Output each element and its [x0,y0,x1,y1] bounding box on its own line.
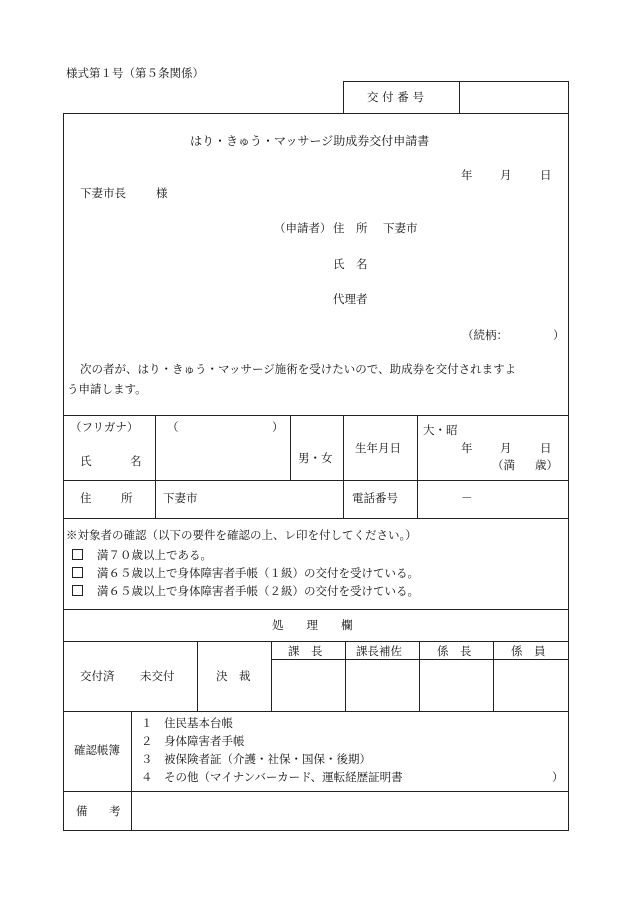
request-text-line2: う申請します。 [67,382,147,396]
divider [63,711,569,712]
issue-number-label: 交 付 番 号 [367,90,424,104]
issued-option[interactable]: 交付済 [80,669,115,683]
relation-open: （続柄： [462,328,508,342]
checkbox-icon[interactable] [72,549,83,560]
form-id: 様式第１号（第５条関係） [66,66,204,80]
address-value[interactable]: 下妻市 [163,491,198,505]
divider [271,659,569,660]
ledger-label: 確認帳簿 [74,743,120,757]
address-label-2: 所 [121,491,133,505]
ledger-close: ） [552,770,564,784]
furigana-close: ） [272,420,284,434]
role-staff: 係 員 [511,644,546,658]
phone-value[interactable]: － [461,491,473,505]
name-label-1: 氏 [80,454,92,468]
eligibility-item[interactable] [72,567,419,580]
divider [131,711,132,831]
divider [155,415,156,518]
divider [493,641,494,711]
processing-heading: 処 理 欄 [272,618,353,632]
applicant-address-label: 住 所 [333,221,368,235]
birth-month: 月 [500,441,512,455]
birth-label: 生年月日 [355,441,401,455]
divider [417,415,418,518]
date-month: 月 [500,168,512,182]
address-label-1: 住 [80,491,92,505]
divider [271,641,272,711]
eligibility-item[interactable] [72,549,212,562]
divider [197,641,198,711]
relation-close: ） [553,328,565,342]
ledger-item: ４ その他（マイナンバーカード、運転経歴証明書 [141,770,403,784]
divider [419,641,420,711]
furigana-open[interactable]: （ [167,420,179,434]
ledger-item: ２ 身体障害者手帳 [141,734,245,748]
agent-label: 代理者 [333,292,368,306]
sex-options[interactable]: 男・女 [298,451,333,465]
date-year: 年 [461,168,473,182]
divider [63,609,569,610]
checkbox-icon[interactable] [72,567,83,578]
remarks-label-2: 考 [109,804,121,818]
applicant-name-label: 氏 名 [333,257,368,271]
checkbox-icon[interactable] [72,585,83,596]
divider [459,81,460,114]
decision-label: 決 裁 [216,669,251,683]
divider [63,518,569,519]
addressee-name: 下妻市長 [80,186,126,200]
name-label-2: 名 [130,454,142,468]
divider [63,791,569,792]
birth-year: 年 [461,441,473,455]
eligibility-item-text: 満６５歳以上で身体障害者手帳（１級）の交付を受けている。 [97,566,419,580]
divider [343,415,344,518]
divider [345,641,346,711]
remarks-label-1: 備 [76,804,88,818]
addressee-honorific: 様 [156,186,168,200]
eligibility-item-text: 満６５歳以上で身体障害者手帳（２級）の交付を受けている。 [97,584,419,598]
role-assistant-chief: 課長補佐 [356,644,402,658]
applicant-prefix: （申請者） [274,221,332,235]
birth-day: 日 [540,441,552,455]
age-open: （満 [492,458,515,472]
role-section-chief: 課 長 [288,644,323,658]
divider [63,480,569,481]
not-issued-option[interactable]: 未交付 [140,669,175,683]
role-unit-chief: 係 長 [437,644,472,658]
eligibility-item[interactable] [72,585,419,598]
age-close: 歳） [535,458,558,472]
eligibility-heading: ※対象者の確認（以下の要件を確認の上、レ印を付してください。） [66,528,417,542]
applicant-address-value[interactable]: 下妻市 [383,221,418,235]
eligibility-item-text: 満７０歳以上である。 [97,548,212,562]
remarks-field[interactable] [140,800,560,824]
date-day: 日 [540,168,552,182]
ledger-item: １ 住民基本台帳 [141,716,233,730]
request-text-line1: 次の者が、はり・きゅう・マッサージ施術を受けたいので、助成券を交付されますよ [80,362,517,376]
form-title: はり・きゅう・マッサージ助成券交付申請書 [190,134,430,148]
divider [63,415,569,416]
phone-label: 電話番号 [352,491,398,505]
furigana-label: （フリガナ） [70,420,139,434]
divider [290,415,291,480]
birth-era[interactable]: 大・昭 [423,423,458,437]
ledger-item: ３ 被保険者証（介護・社保・国保・後期） [141,752,371,766]
